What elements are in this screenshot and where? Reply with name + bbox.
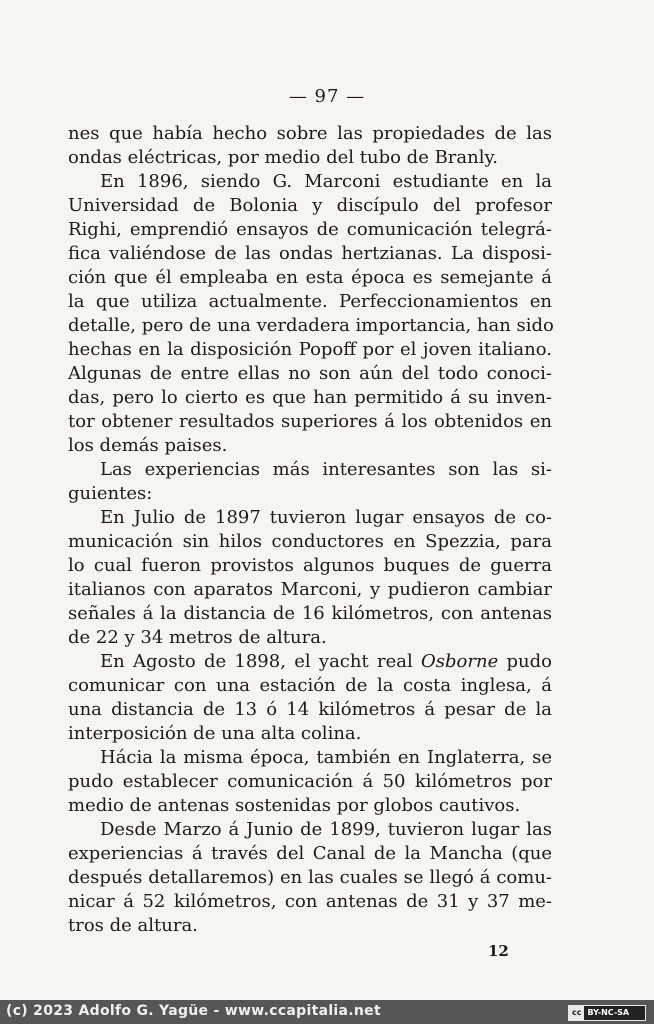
text-line: Righi, emprendió ensayos de comunicación telegrá- [68, 219, 552, 240]
text-line: pudo establecer comunicación á 50 kilómetros por [68, 771, 552, 792]
text-line: das, pero lo cierto es que han permitido á su inven- [68, 387, 552, 408]
text-line: Las experiencias más interesantes son las si- [100, 459, 552, 480]
text-line: tor obtener resultados superiores á los obtenidos en [68, 411, 552, 432]
text-line: fica valiéndose de las ondas hertzianas. La disposi- [68, 243, 552, 264]
text-line: experiencias á través del Canal de la Mancha (que [68, 843, 552, 864]
text-line: Algunas de entre ellas no son aún del todo conoci- [68, 363, 552, 384]
text-line: municación sin hilos conductores en Spezzia, para [68, 531, 552, 552]
text-line: después detallaremos) en las cuales se llegó á comu- [68, 867, 552, 888]
text-line: interposición de una alta colina. [68, 723, 362, 744]
copyright-text: (c) 2023 Adolfo G. Yagüe - www.ccapitalia.net [6, 1003, 381, 1019]
text-line: ondas eléctricas, por medio del tubo de Branly. [68, 147, 498, 168]
text-line: tros de altura. [68, 915, 198, 936]
text-line: los demás paises. [68, 435, 228, 456]
text-line: nes que había hecho sobre las propiedades de las [68, 123, 552, 144]
text-segment: En Agosto de 1898, el yacht real [100, 651, 413, 672]
ship-name: Osborne [421, 651, 499, 672]
text-line: Hácia la misma época, también en Inglaterra, se [100, 747, 552, 768]
cc-icon: cc [569, 1006, 584, 1020]
text-line: detalle, pero de una verdadera importancia, han sido [68, 315, 554, 336]
text-segment: pudo [506, 651, 552, 672]
text-line: guientes: [68, 483, 153, 504]
text-line: una distancia de 13 ó 14 kilómetros á pesar de la [68, 699, 552, 720]
text-line: la que utiliza actualmente. Perfeccionamientos en [68, 291, 552, 312]
text-line: señales á la distancia de 16 kilómetros, con antenas [68, 603, 552, 624]
text-line: medio de antenas sostenidas por globos cautivos. [68, 795, 521, 816]
text-line: En Julio de 1897 tuvieron lugar ensayos de co- [100, 507, 552, 528]
text-line: de 22 y 34 metros de altura. [68, 627, 327, 648]
text-line: ción que él empleaba en esta época es semejante á [68, 267, 552, 288]
text-line: Desde Marzo á Junio de 1899, tuvieron lugar las [100, 819, 552, 840]
text-line: nicar á 52 kilómetros, con antenas de 31 y 37 me- [68, 891, 552, 912]
running-head: — 97 — [288, 86, 366, 107]
text-line [68, 650, 552, 674]
footer-bar [0, 1000, 654, 1024]
signature-mark: 12 [488, 942, 509, 960]
body-text [68, 122, 552, 938]
text-line: comunicar con una estación de la costa inglesa, á [68, 675, 552, 696]
cc-license-badge[interactable] [568, 1005, 646, 1021]
text-line: lo cual fueron provistos algunos buques de guerra [68, 555, 552, 576]
text-line: En 1896, siendo G. Marconi estudiante en la [100, 171, 552, 192]
license-terms: BY-NC-SA [587, 1008, 630, 1017]
text-line: Universidad de Bolonia y discípulo del profesor [68, 195, 552, 216]
text-line: italianos con aparatos Marconi, y pudieron cambiar [68, 579, 552, 600]
text-line: hechas en la disposición Popoff por el joven italiano. [68, 339, 552, 360]
